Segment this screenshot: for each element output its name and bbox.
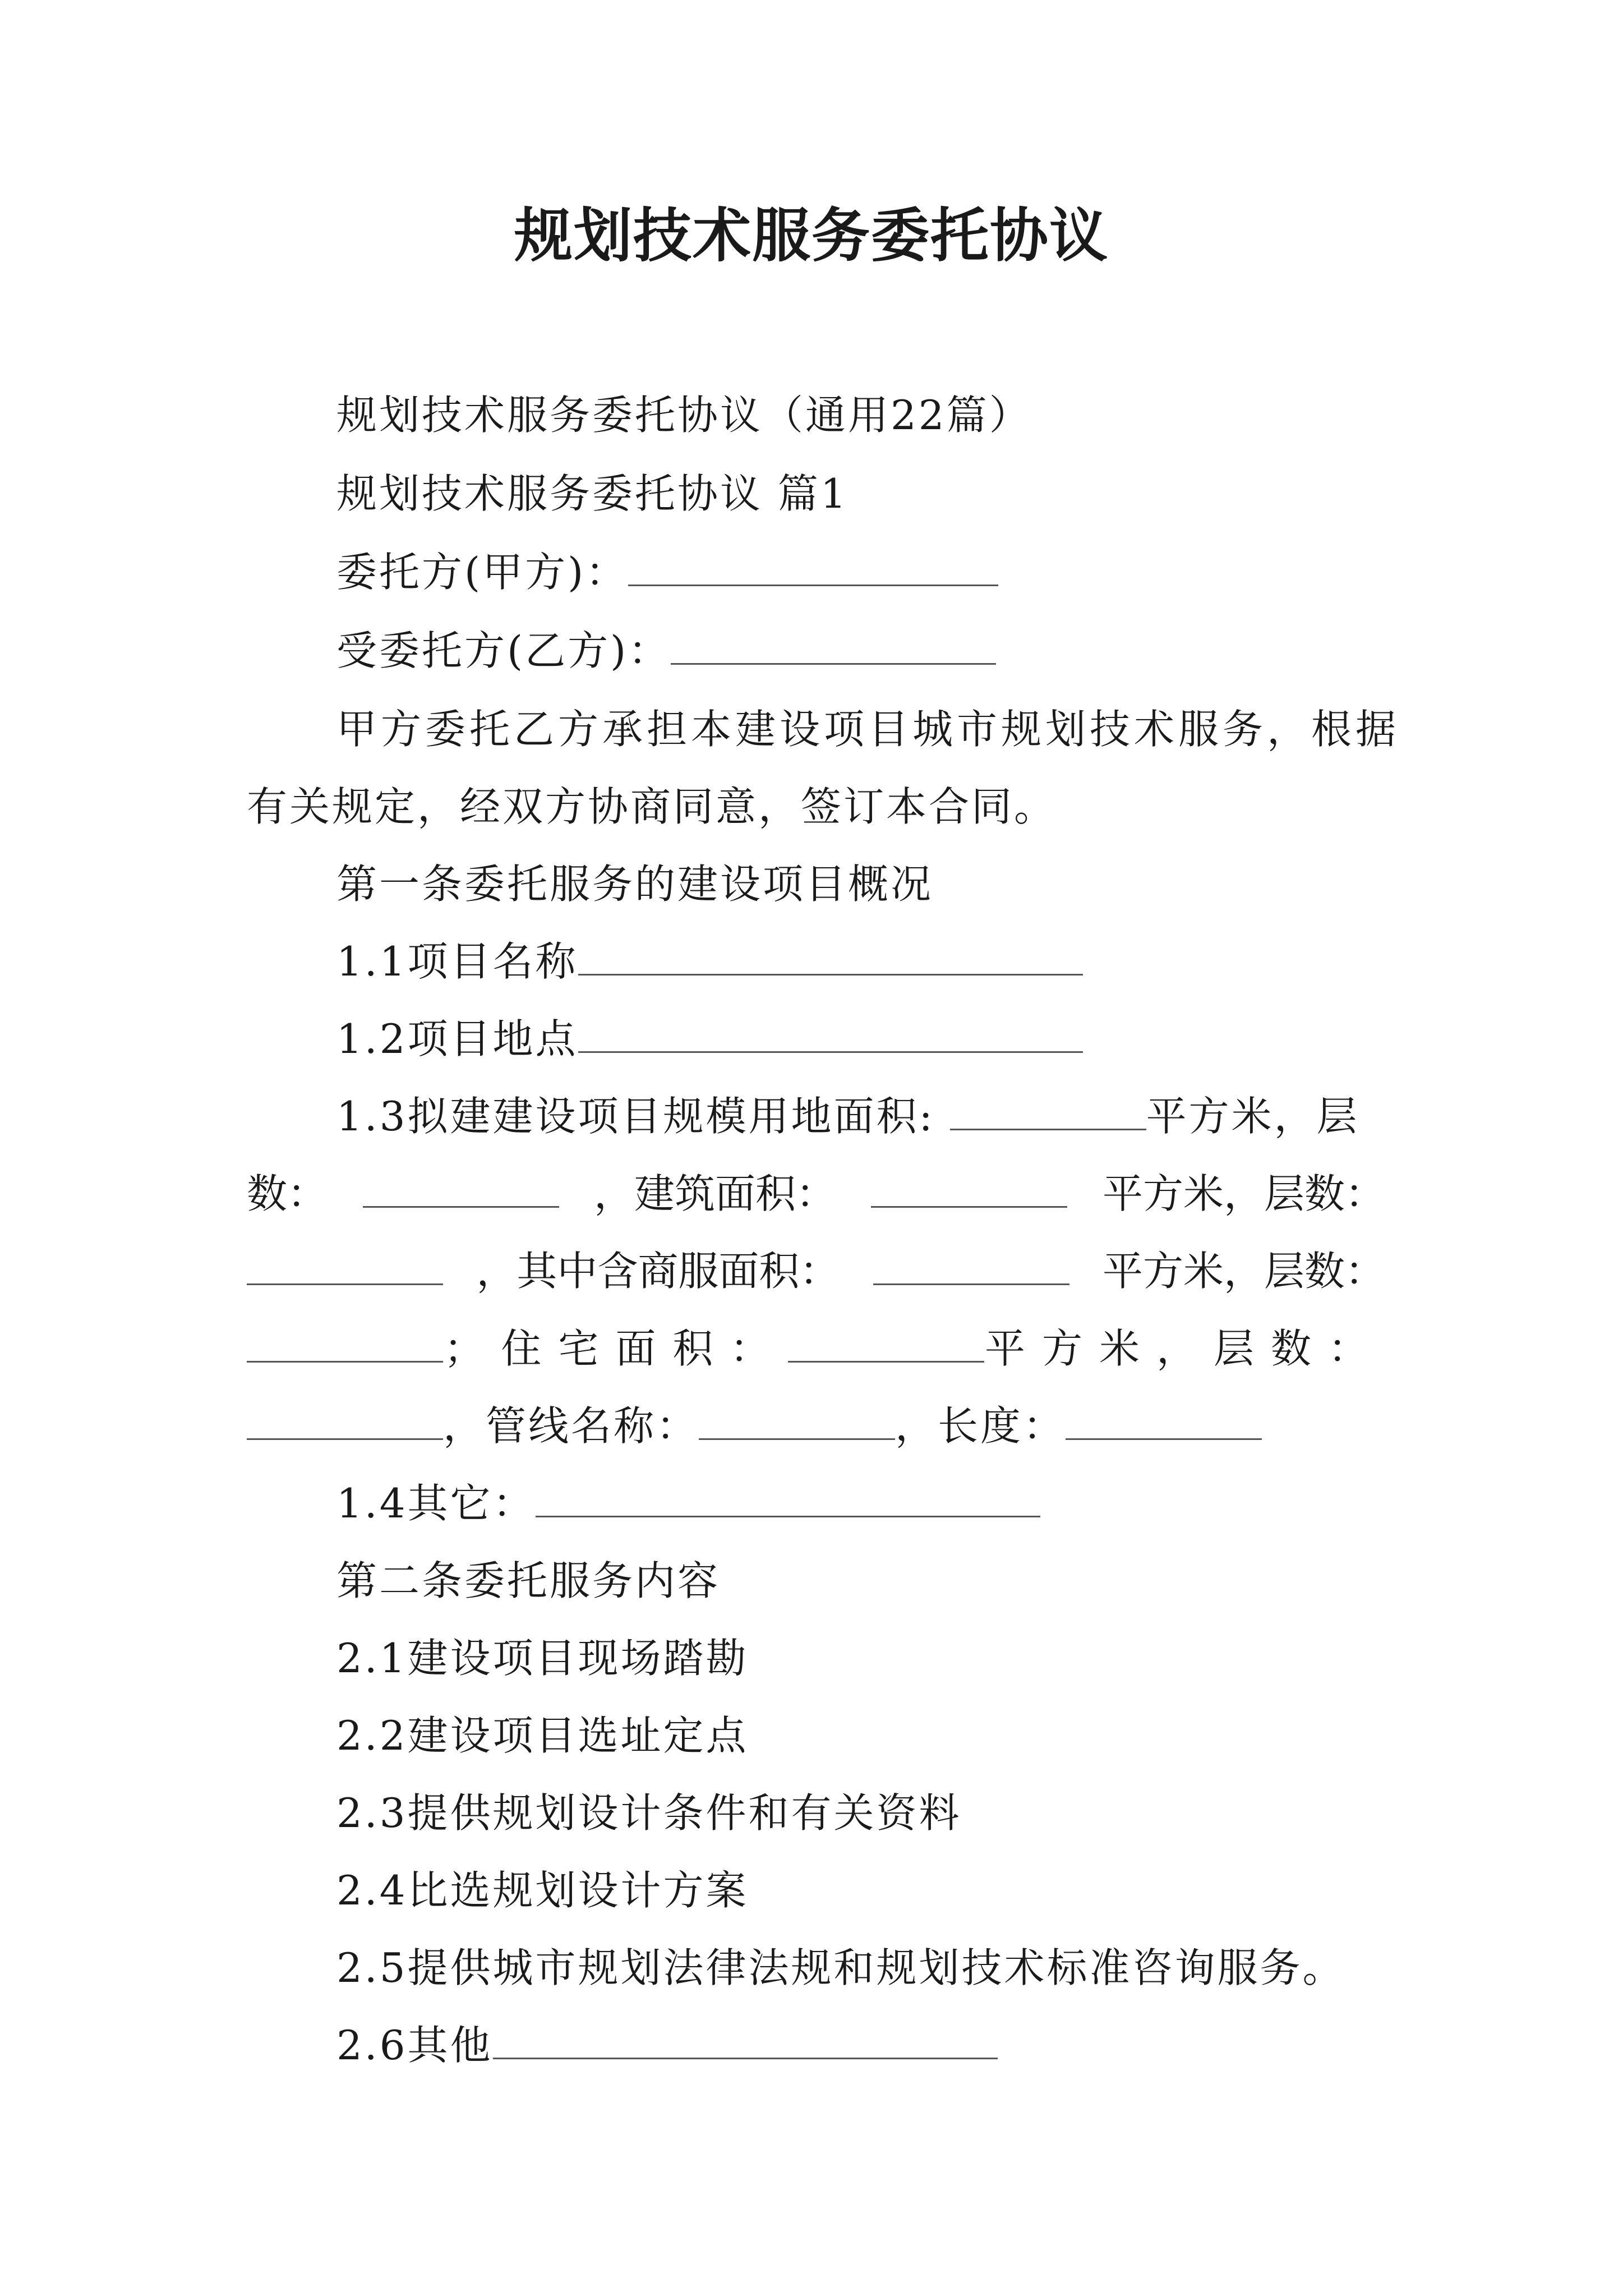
building-area-label: ，建筑面积： — [593, 1170, 836, 1217]
item-1-3-line-5 — [247, 1398, 1262, 1454]
commercial-area-label: ，其中含商服面积： — [476, 1248, 840, 1295]
item-1-2-label: 1.2项目地点 — [336, 1015, 578, 1062]
party-b-blank — [671, 628, 996, 665]
item-2-1: 2.1建设项目现场踏勘 — [336, 1635, 749, 1682]
item-1-4-line — [336, 1475, 1040, 1531]
item-1-3-label: 1.3拟建建设项目规模用地面积: — [336, 1093, 935, 1140]
party-a-label: 委托方(甲方)： — [336, 549, 629, 596]
article-1-title: 第一条委托服务的建设项目概况 — [336, 861, 934, 908]
item-1-1-label: 1.1项目名称 — [336, 938, 578, 985]
item-2-6-line — [336, 2017, 998, 2073]
item-1-3-line-4 — [247, 1320, 1385, 1377]
item-1-3-line-2 — [247, 1166, 1385, 1222]
intro-line-1: 甲方委托乙方承担本建设项目城市规划技术服务，根据 — [336, 706, 1400, 753]
length-blank — [1066, 1404, 1262, 1440]
party-b-label: 受委托方(乙方)： — [336, 627, 671, 674]
party-a-line — [336, 544, 998, 600]
document-title: 规划技术服务委托协议 — [514, 201, 1109, 270]
building-area-blank — [871, 1171, 1067, 1208]
pipeline-name-blank — [699, 1404, 895, 1440]
residential-area-label: ；住宅面积： — [444, 1325, 787, 1372]
party-a-blank — [628, 550, 998, 586]
land-area-unit: 平方米，层 — [1146, 1093, 1359, 1140]
commercial-area-unit: 平方米，层数： — [1102, 1248, 1385, 1295]
item-1-2-line — [336, 1011, 1083, 1067]
document-heading: 规划技术服务委托协议（通用22篇） — [336, 392, 1032, 439]
item-1-3-line-3 — [247, 1243, 1385, 1299]
item-2-5: 2.5提供城市规划法律法规和规划技术标准咨询服务。 — [336, 1944, 1345, 1991]
floors-blank-4 — [247, 1404, 443, 1440]
land-area-blank — [950, 1094, 1146, 1130]
floors-blank-1 — [363, 1171, 559, 1208]
item-2-4: 2.4比选规划设计方案 — [336, 1867, 749, 1914]
article-2-title: 第二条委托服务内容 — [336, 1557, 721, 1604]
item-2-6-blank — [493, 2023, 998, 2059]
length-label: ，长度： — [895, 1402, 1066, 1450]
item-1-2-blank — [578, 1016, 1083, 1053]
residential-area-unit: 平方米，层数： — [984, 1325, 1385, 1372]
floors-blank-3 — [247, 1326, 443, 1363]
item-1-3-line-1 — [336, 1088, 1359, 1144]
commercial-area-blank — [873, 1249, 1069, 1285]
item-1-1-blank — [578, 939, 1083, 976]
item-2-6-label: 2.6其他 — [336, 2022, 493, 2069]
item-2-2: 2.2建设项目选址定点 — [336, 1712, 749, 1759]
item-1-4-label: 1.4其它： — [336, 1480, 536, 1527]
floors-label-1: 数： — [247, 1170, 328, 1217]
building-area-unit: 平方米，层数： — [1102, 1170, 1385, 1217]
item-1-4-blank — [536, 1481, 1040, 1517]
intro-line-2: 有关规定，经双方协商同意，签订本合同。 — [247, 783, 1057, 830]
document-subheading: 规划技术服务委托协议 篇1 — [336, 470, 849, 517]
pipeline-name-label: ，管线名称： — [443, 1402, 699, 1450]
floors-blank-2 — [247, 1249, 443, 1285]
residential-area-blank — [788, 1326, 984, 1363]
item-1-1-line — [336, 933, 1083, 990]
item-2-3: 2.3提供规划设计条件和有关资料 — [336, 1789, 962, 1837]
party-b-line — [336, 623, 996, 679]
